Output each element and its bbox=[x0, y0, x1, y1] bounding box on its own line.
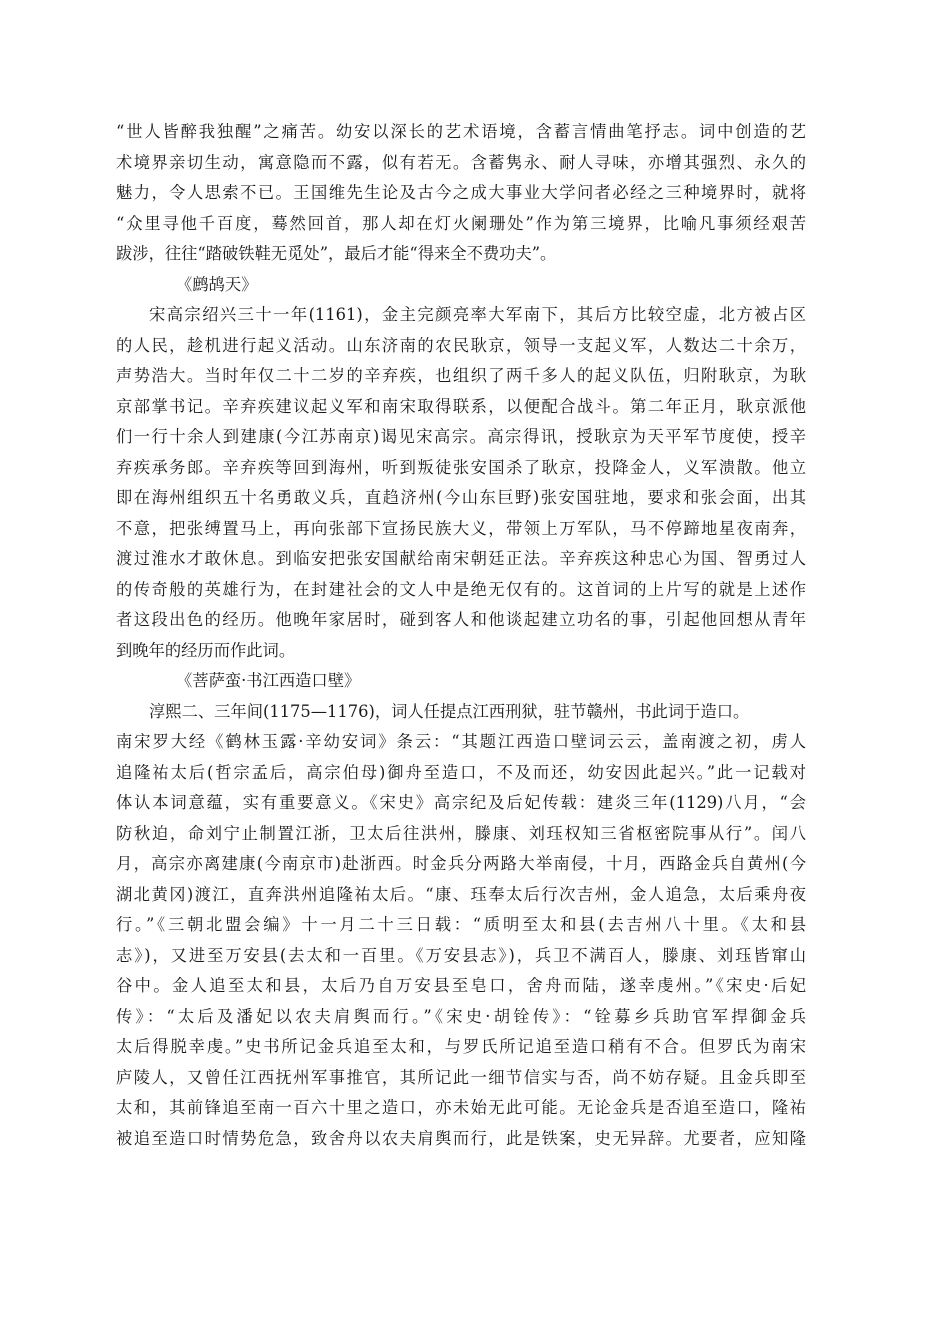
text-line: 传》：“太后及潘妃以农夫肩舆而行。”《宋史·胡铨传》：“铨募乡兵助官军捍御金兵 bbox=[116, 1006, 806, 1026]
section-heading: 《鹧鸪天》 bbox=[176, 274, 258, 294]
text-line: 谷中。金人追至太和县，太后乃自万安县至皂口，舍舟而陆，遂幸虔州。”《宋史·后妃 bbox=[116, 976, 806, 995]
text-line: 的人民，趁机进行起义活动。山东济南的农民耿京，领导一支起义军，人数达二十余万， bbox=[116, 335, 806, 355]
text-line: “世人皆醉我独醒”之痛苦。幼安以深长的艺术语境，含蓄言情曲笔抒志。词中创造的艺 bbox=[116, 122, 806, 141]
text-line: 被追至造口时情势危急，致舍舟以农夫肩舆而行，此是铁案，史无异辞。尤要者，应知隆 bbox=[116, 1128, 806, 1148]
text-line: 防秋迫，命刘宁止制置江浙，卫太后往洪州，滕康、刘珏权知三省枢密院事从行”。闰八 bbox=[116, 823, 806, 843]
text-line: 太后得脱幸虔。”史书所记金兵追至太和，与罗氏所记追至造口稍有不合。但罗氏为南宋 bbox=[116, 1037, 806, 1056]
text-line: 们一行十余人到建康(今江苏南京)谒见宋高宗。高宗得讯，授耿京为天平军节度使，授辛 bbox=[116, 427, 806, 446]
text-line: 即在海州组织五十名勇敢义兵，直趋济州(今山东巨野)张安国驻地，要求和张会面，出其 bbox=[116, 488, 806, 507]
text-line: 体认本词意蕴，实有重要意义。《宋史》高宗纪及后妃传载：建炎三年(1129)八月，“会 bbox=[116, 793, 806, 812]
text-line: 庐陵人，又曾任江西抚州军事推官，其所记此一细节信实与否，尚不妨存疑。且金兵即至 bbox=[116, 1067, 806, 1087]
text-line: 跋涉，往往“踏破铁鞋无觅处”，最后才能“得来全不费功夫”。 bbox=[116, 244, 557, 263]
text-line: 南宋罗大经《鹤林玉露·辛幼安词》条云：“其题江西造口壁词云云，盖南渡之初，虏人 bbox=[116, 732, 806, 751]
text-line: 的传奇般的英雄行为，在封建社会的文人中是绝无仅有的。这首词的上片写的就是上述作 bbox=[116, 579, 806, 599]
text-line: 弃疾承务郎。辛弃疾等回到海州，听到叛徒张安国杀了耿京，投降金人，义军溃散。他立 bbox=[116, 457, 806, 477]
text-line: 不意，把张缚置马上，再向张部下宣扬民族大义，带领上万军队，马不停蹄地星夜南奔， bbox=[116, 518, 806, 538]
text-line: 声势浩大。当时年仅二十二岁的辛弃疾，也组织了两千多人的起义队伍，归附耿京，为耿 bbox=[116, 366, 806, 385]
text-line: 渡过淮水才敢休息。到临安把张安国献给南宋朝廷正法。辛弃疾这种忠心为国、智勇过人 bbox=[116, 549, 806, 568]
text-line: 魅力，令人思索不已。王国维先生论及古今之成大事业大学问者必经之三种境界时，就将 bbox=[116, 183, 806, 202]
text-line: 行。”《三朝北盟会编》十一月二十三日载：“质明至太和县(去吉州八十里。《太和县 bbox=[116, 915, 806, 934]
text-line: 月，高宗亦离建康(今南京市)赴浙西。时金兵分两路大举南侵，十月，西路金兵自黄州(今 bbox=[116, 854, 806, 873]
text-line: 者这段出色的经历。他晚年家居时，碰到客人和他谈起建立功名的事，引起他回想从青年 bbox=[116, 610, 806, 629]
section-heading: 《菩萨蛮·书江西造口壁》 bbox=[176, 671, 361, 690]
text-line: 术境界亲切生动，寓意隐而不露，似有若无。含蓄隽永、耐人寻味，亦增其强烈、永久的 bbox=[116, 152, 806, 172]
text-line: 湖北黄冈)渡江，直奔洪州追隆祐太后。“康、珏奉太后行次吉州，金人追急，太后乘舟夜 bbox=[116, 884, 806, 904]
text-line: 追隆祐太后(哲宗孟后，高宗伯母)御舟至造口，不及而还，幼安因此起兴。”此一记载对 bbox=[116, 762, 806, 782]
text-line: 太和，其前锋追至南一百六十里之造口，亦未始无此可能。无论金兵是否追至造口，隆祐 bbox=[116, 1098, 806, 1117]
text-line: 淳熙二、三年间(1175—1176)，词人任提点江西刑狱，驻节赣州，书此词于造口。 bbox=[149, 701, 750, 721]
text-line: 京部掌书记。辛弃疾建议起义军和南宋取得联系，以便配合战斗。第二年正月，耿京派他 bbox=[116, 396, 806, 416]
text-line: 到晚年的经历而作此词。 bbox=[116, 640, 296, 660]
text-line: 志》)，又进至万安县(去太和一百里。《万安县志》)，兵卫不满百人，滕康、刘珏皆窜山 bbox=[116, 945, 806, 965]
text-line: 宋高宗绍兴三十一年(1161)，金主完颜亮率大军南下，其后方比较空虚，北方被占区 bbox=[149, 305, 806, 324]
text-line: “众里寻他千百度，蓦然回首，那人却在灯火阑珊处”作为第三境界，比喻凡事须经艰苦 bbox=[116, 213, 806, 233]
document-body bbox=[116, 117, 806, 1154]
